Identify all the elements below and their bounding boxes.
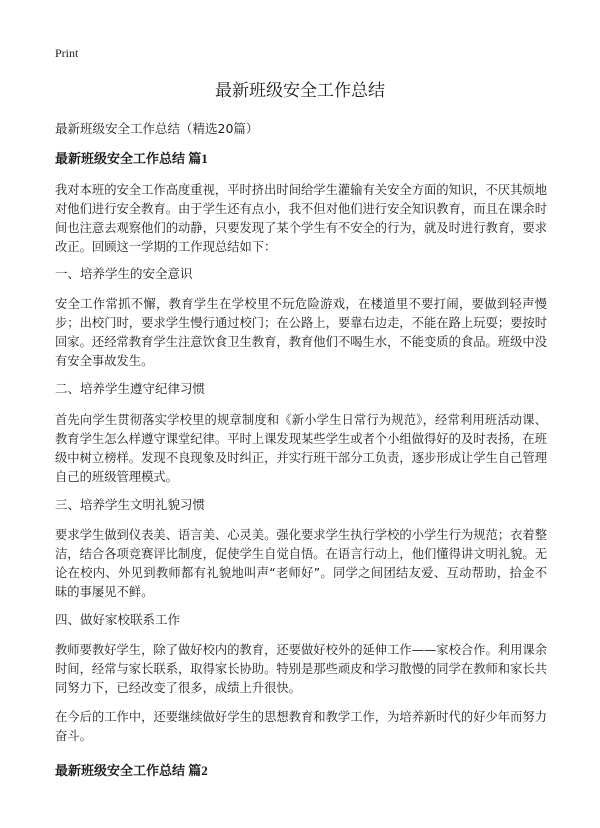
heading-courtesy: 三、培养学生文明礼貌习惯 <box>55 497 206 512</box>
paragraph-home-school: 教师要教好学生，除了做好校内的教育，还要做好校外的延伸工作——家校合作。利用课余时间，经常与家长联系，取得家长协助。特别是那些顽皮和学习散慢的同学在教师和家长共同努力下，已经改变了很多，成绩上升很快。 <box>55 643 547 695</box>
heading-discipline: 二、培养学生遵守纪律习惯 <box>55 381 206 396</box>
print-link[interactable]: Print <box>55 46 79 60</box>
heading-home-school: 四、做好家校联系工作 <box>55 612 181 627</box>
document-subtitle: 最新班级安全工作总结（精选20篇） <box>55 121 259 136</box>
page-title: 最新班级安全工作总结 <box>215 81 385 101</box>
intro-paragraph: 我对本班的安全工作高度重视，平时挤出时间给学生灌输有关安全方面的知识，不厌其烦地对他们进行安全教育。由于学生还有点小，我不但对他们进行安全知识教育，而且在课余时间也注意去观察他们的动静，只要发现了某个学生有不安全的行为，就及时进行教育，要求改正。回顾这一学期的工作现总结如下： <box>55 183 547 254</box>
paragraph-discipline: 首先向学生贯彻落实学校里的规章制度和《新小学生日常行为规范》，经常利用班活动课、教育学生怎么样遵守课堂纪律。平时上课发现某些学生或者个小组做得好的及时表扬，在班级中树立榜样。发现不良现象及时纠正，并实行班干部分工负责，逐步形成让学生自己管理自己的班级管理模式。 <box>55 413 547 484</box>
paragraph-safety-awareness: 安全工作常抓不懈，教育学生在学校里不玩危险游戏，在楼道里不要打闹，要做到轻声慢步；出校门时，要求学生慢行通过校门；在公路上，要靠右边走，不能在路上玩耍；要按时回家。还经常教育学生注意饮食卫生教育，教育他们不喝生水，不能变质的食品。班级中没有安全事故发生。 <box>55 297 547 368</box>
heading-safety-awareness: 一、培养学生的安全意识 <box>55 266 193 281</box>
paragraph-courtesy: 要求学生做到仪表美、语言美、心灵美。强化要求学生执行学校的小学生行为规范；衣着整洁，结合各项竞赛评比制度，促使学生自觉自悟。在语言行动上，他们懂得讲文明礼貌。无论在校内、外见到教师都有礼貌地叫声“老师好”。同学之间团结友爱、互动帮助，拾金不昧的事屡见不鲜。 <box>55 528 547 599</box>
section-title-1: 最新班级安全工作总结 篇1 <box>55 151 208 166</box>
closing-paragraph: 在今后的工作中，还要继续做好学生的思想教育和教学工作，为培养新时代的好少年而努力奋斗。 <box>55 710 547 743</box>
section-title-2: 最新班级安全工作总结 篇2 <box>55 763 208 778</box>
